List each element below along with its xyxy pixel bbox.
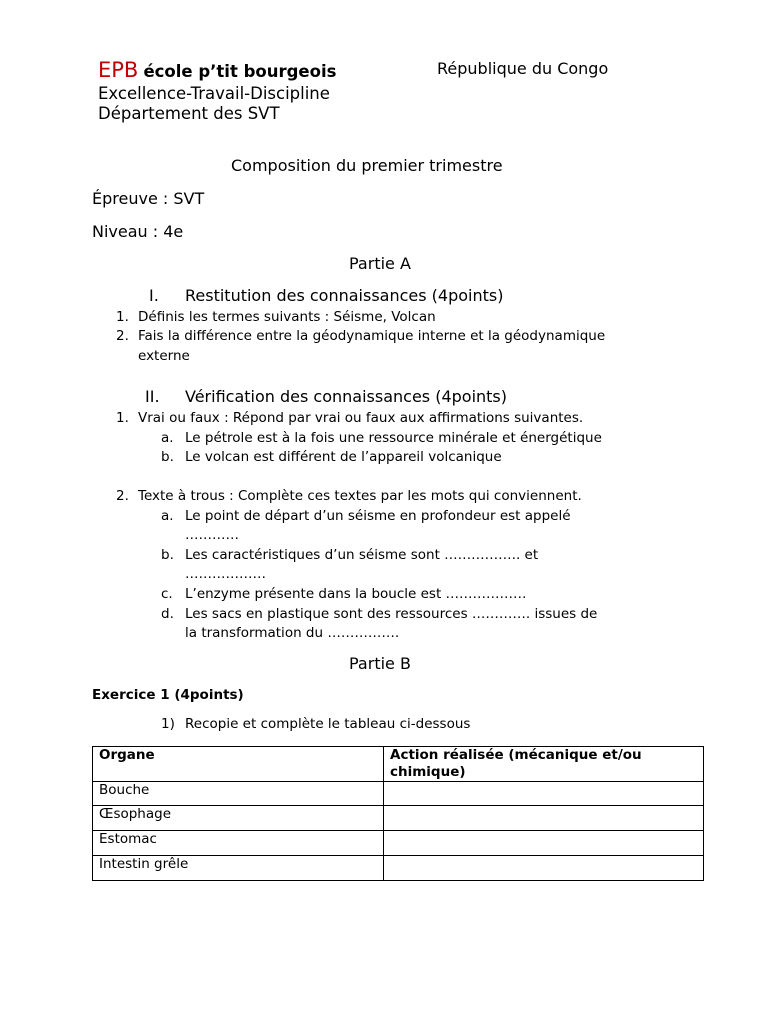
q1-text: Vrai ou faux : Répond par vrai ou faux aux affirmations suivantes. bbox=[138, 410, 584, 426]
table-row bbox=[93, 831, 704, 856]
exam-title: Composition du premier trimestre bbox=[231, 156, 503, 175]
organ-table bbox=[92, 746, 704, 881]
table-row bbox=[93, 856, 704, 881]
q1-sub-b-number: b. bbox=[161, 449, 174, 465]
exercise-title: Exercice 1 (4points) bbox=[92, 687, 244, 703]
q1-sub-a-number: a. bbox=[161, 430, 174, 446]
q2-sub-b-number: b. bbox=[161, 547, 174, 563]
b-q1-text: Recopie et complète le tableau ci-dessous bbox=[185, 716, 471, 732]
q2-sub-a-number: a. bbox=[161, 508, 174, 524]
q1-sub-b-text: Le volcan est différent de l’appareil volcanique bbox=[185, 449, 502, 465]
q2-sub-c-number: c. bbox=[161, 586, 173, 602]
part-a-title: Partie A bbox=[349, 254, 411, 273]
q2-sub-d-text: Les sacs en plastique sont des ressources …………. issues de bbox=[185, 606, 598, 622]
section-1-title: Restitution des connaissances (4points) bbox=[185, 286, 504, 305]
s1-item-1-text: Définis les termes suivants : Séisme, Volcan bbox=[138, 309, 436, 325]
table-header-action: Action réalisée (mécanique et/ou chimique) bbox=[384, 747, 704, 782]
part-b-title: Partie B bbox=[349, 654, 411, 673]
section-2-title: Vérification des connaissances (4points) bbox=[185, 387, 508, 406]
s1-item-2-number: 2. bbox=[116, 328, 129, 344]
q2-sub-b-text: Les caractéristiques d’un séisme sont …………….. et bbox=[185, 547, 539, 563]
q2-sub-d-text-cont: la transformation du ……………. bbox=[185, 625, 400, 641]
s1-item-2-text-cont: externe bbox=[138, 348, 190, 364]
q1-number: 1. bbox=[116, 410, 129, 426]
q2-sub-b-text-cont: ……………… bbox=[185, 566, 266, 582]
q2-sub-d-number: d. bbox=[161, 606, 174, 622]
table-cell-action bbox=[384, 806, 704, 831]
section-1-number: I. bbox=[149, 286, 159, 305]
b-q1-number: 1) bbox=[161, 716, 175, 732]
q2-sub-c-text: L’enzyme présente dans la boucle est ……………… bbox=[185, 586, 527, 602]
q2-text: Texte à trous : Complète ces textes par les mots qui conviennent. bbox=[138, 488, 582, 504]
table-header-row bbox=[93, 747, 704, 782]
table-cell-action bbox=[384, 782, 704, 806]
q1-sub-a-text: Le pétrole est à la fois une ressource minérale et énergétique bbox=[185, 430, 602, 446]
school-motto: Excellence-Travail-Discipline bbox=[98, 84, 330, 103]
table-cell-action bbox=[384, 856, 704, 881]
school-header bbox=[98, 58, 336, 82]
table-cell-organ: Estomac bbox=[93, 831, 384, 856]
q2-number: 2. bbox=[116, 488, 129, 504]
exam-level: Niveau : 4e bbox=[92, 222, 184, 241]
table-header-organ: Organe bbox=[93, 747, 384, 782]
table-cell-action bbox=[384, 831, 704, 856]
s1-item-2-text: Fais la différence entre la géodynamique interne et la géodynamique bbox=[138, 328, 606, 344]
q2-sub-a-text: Le point de départ d’un séisme en profondeur est appelé bbox=[185, 508, 571, 524]
exam-subject: Épreuve : SVT bbox=[92, 189, 205, 208]
country: République du Congo bbox=[437, 59, 609, 78]
department: Département des SVT bbox=[98, 104, 280, 123]
q2-sub-a-text-cont: ………… bbox=[185, 527, 239, 543]
table-row bbox=[93, 782, 704, 806]
s1-item-1-number: 1. bbox=[116, 309, 129, 325]
school-name: école p’tit bourgeois bbox=[143, 62, 337, 81]
table-cell-organ: Intestin grêle bbox=[93, 856, 384, 881]
school-abbr: EPB bbox=[98, 58, 139, 82]
table-cell-organ: Bouche bbox=[93, 782, 384, 806]
table-cell-organ: Œsophage bbox=[93, 806, 384, 831]
section-2-number: II. bbox=[145, 387, 160, 406]
table-row bbox=[93, 806, 704, 831]
